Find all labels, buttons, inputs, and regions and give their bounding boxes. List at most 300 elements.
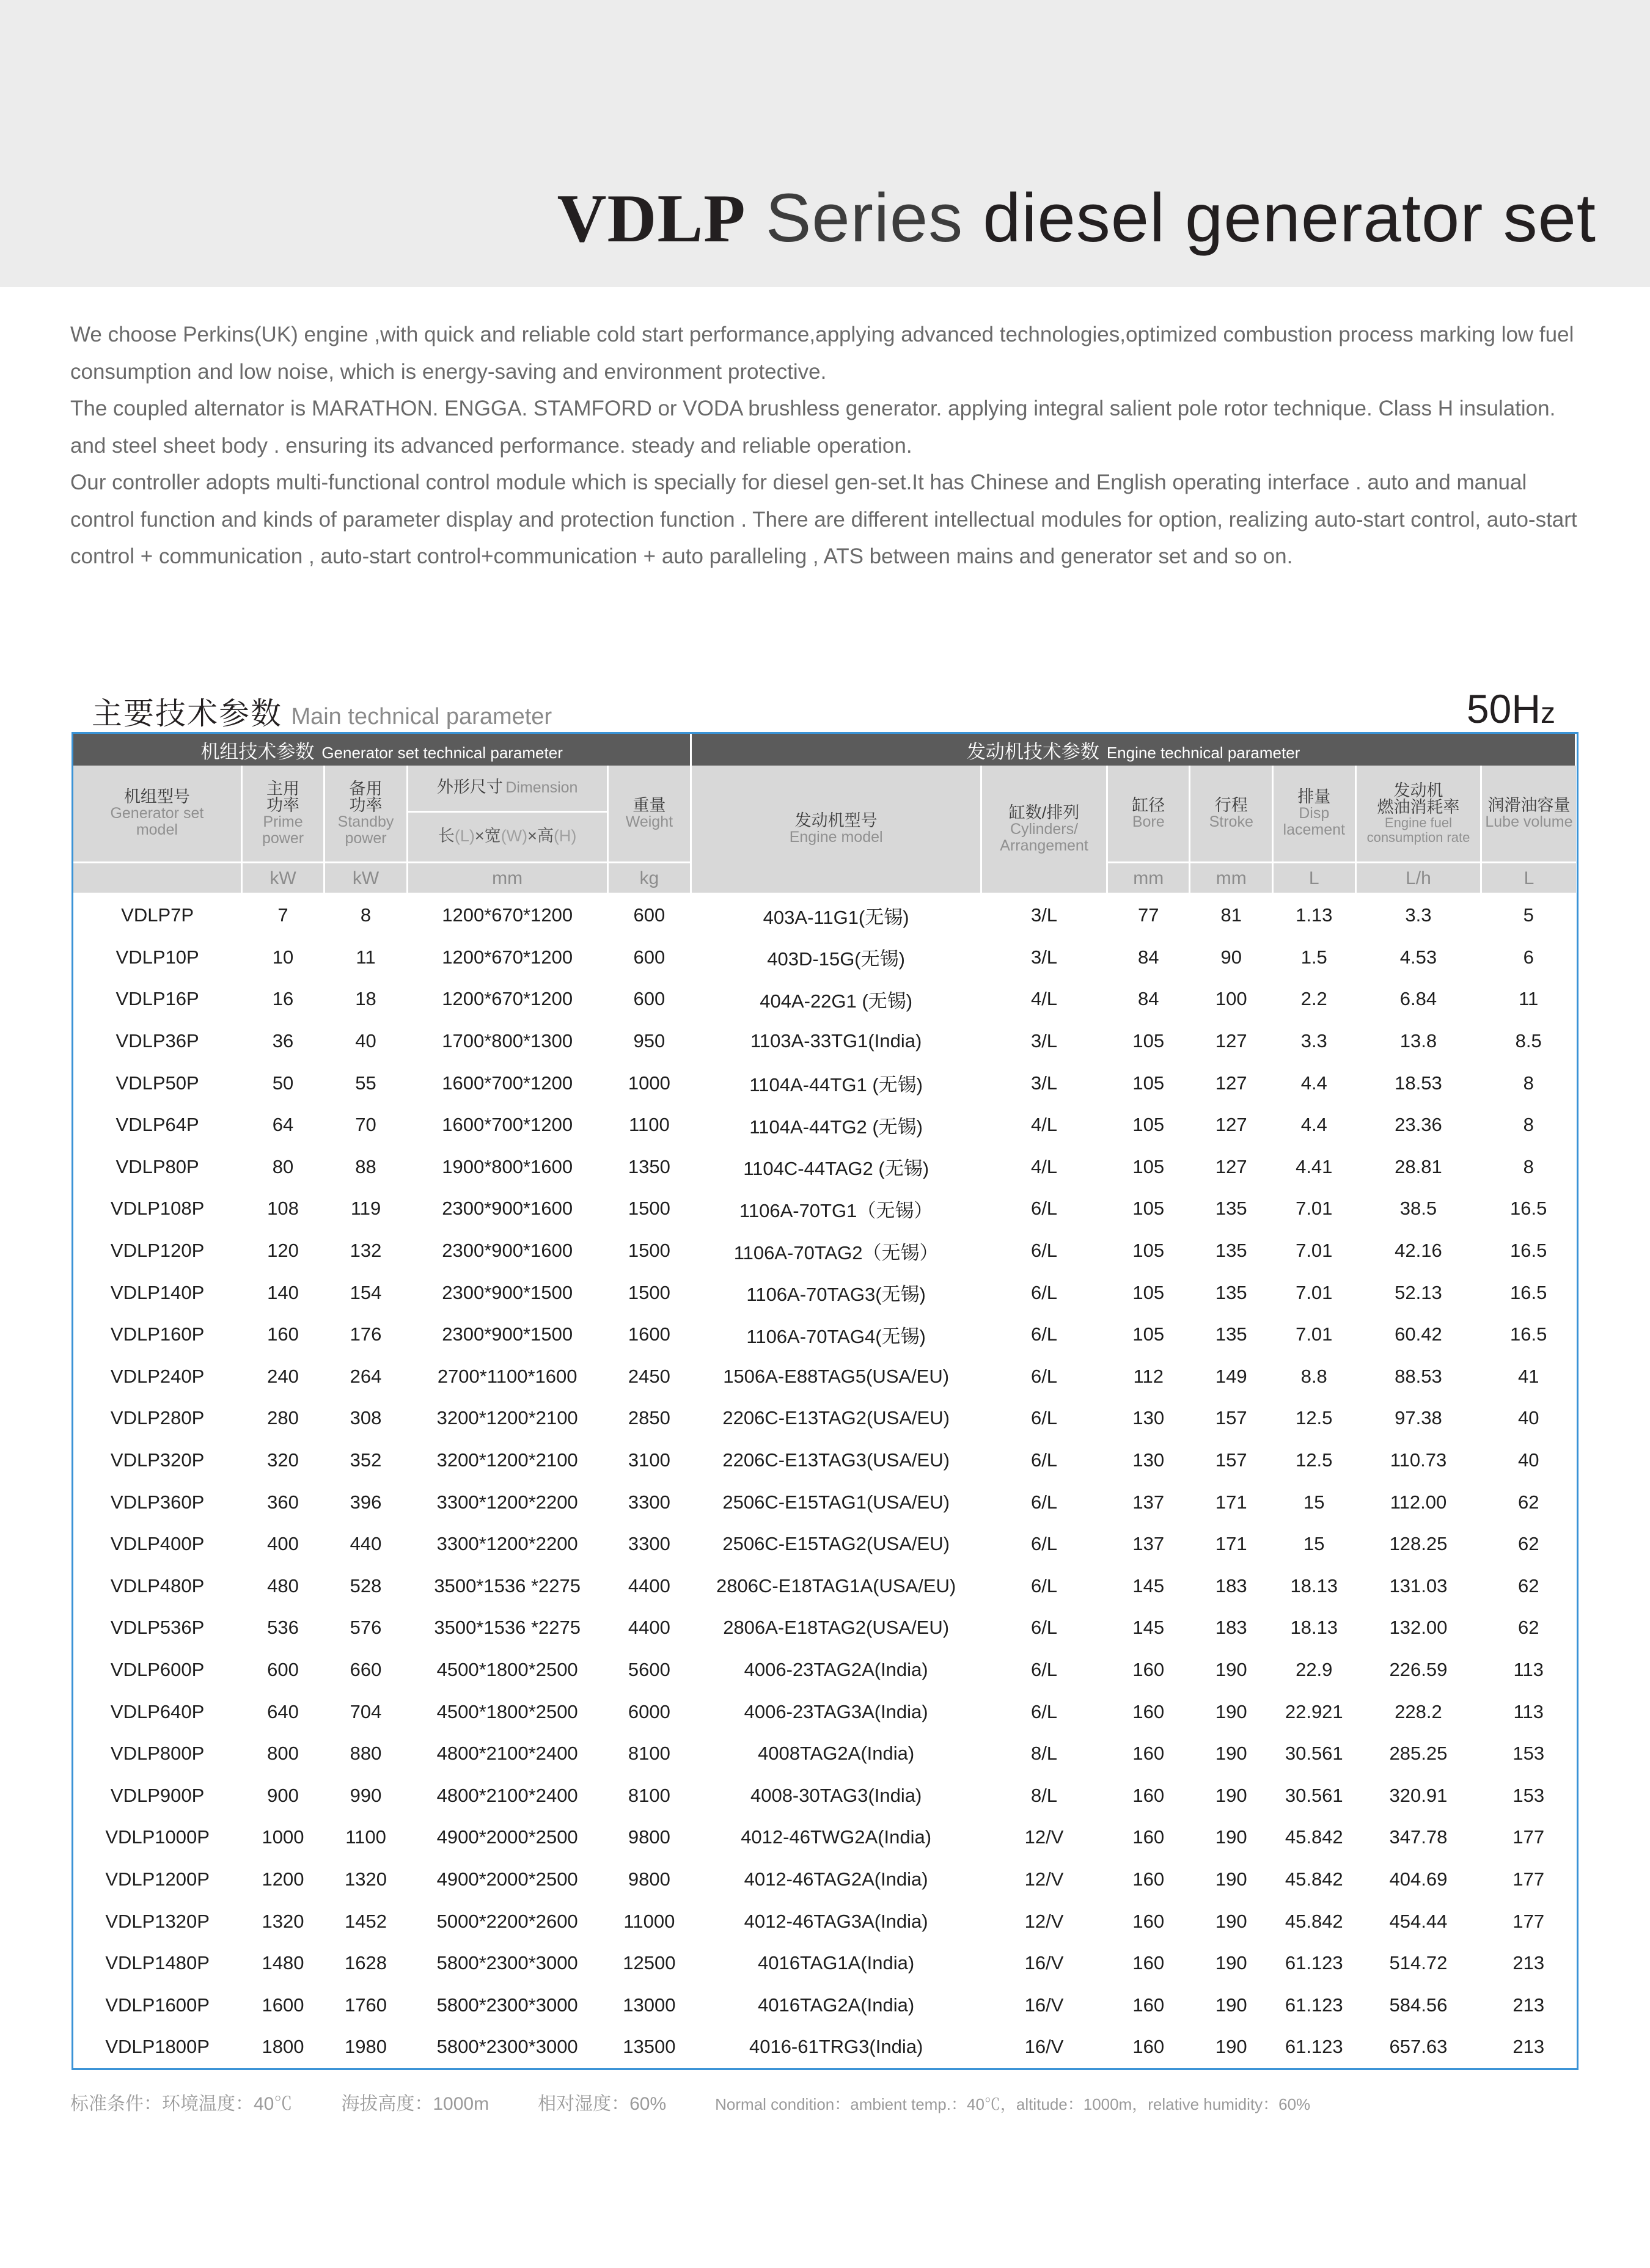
engine-group-header (691, 734, 1576, 766)
col-displacement-en1: Disp (1299, 805, 1330, 822)
cell-model: VDLP536P (110, 1617, 205, 1639)
dim-w-en: (W) (501, 826, 528, 845)
cell-engine-model: 4016-61TRG3(India) (749, 2036, 923, 2058)
cell-model: VDLP10P (116, 946, 199, 968)
cell-displacement: 18.13 (1290, 1617, 1338, 1639)
col-dimension-sub (407, 812, 607, 863)
col-prime-zh1: 主用 (266, 779, 299, 798)
cell-fuel: 132.00 (1389, 1617, 1448, 1639)
cell-fuel: 112.00 (1390, 1491, 1447, 1513)
cell-prime: 108 (267, 1198, 299, 1220)
cell-dimension: 1700*800*1300 (442, 1030, 573, 1052)
cell-cylinders: 16/V (1024, 1952, 1064, 1974)
cell-model: VDLP140P (110, 1281, 205, 1303)
table-row (73, 1816, 1576, 1859)
cell-weight: 3100 (628, 1449, 670, 1471)
cell-stroke: 190 (1215, 1658, 1247, 1680)
cell-engine-model: 1506A-E88TAG5(USA/EU) (723, 1365, 950, 1387)
cell-standby: 396 (350, 1491, 382, 1513)
table-row (73, 1984, 1576, 2026)
cell-model: VDLP120P (110, 1240, 205, 1262)
cell-stroke: 100 (1215, 988, 1247, 1010)
table-row (73, 894, 1576, 937)
cell-lube: 40 (1517, 1407, 1539, 1429)
dim-l-zh: 长 (438, 826, 455, 845)
cell-lube: 213 (1513, 2036, 1545, 2058)
cell-weight: 11000 (623, 1910, 675, 1932)
cell-fuel: 657.63 (1389, 2036, 1448, 2058)
cell-standby: 18 (355, 988, 376, 1010)
table-row (73, 1356, 1576, 1398)
cell-displacement: 1.5 (1300, 946, 1327, 968)
unit-displacement: L (1273, 863, 1356, 894)
cell-weight: 1000 (628, 1072, 670, 1094)
cell-weight: 13500 (623, 2036, 676, 2058)
col-lube-en: Lube volume (1485, 813, 1573, 830)
cell-weight: 6000 (628, 1700, 670, 1722)
intro-paragraph: Our controller adopts multi-functional control module which is specially for diesel gen-set.It has Chinese and English operating interface . auto and manual control function and kinds of parameter display and protection function . There are different intellectual modules for option, realizing auto-start control, auto-start control + communication , auto-start control+communication + auto paralleling , ATS between mains and generator set and so on. (70, 470, 1577, 568)
cell-fuel: 88.53 (1395, 1365, 1442, 1387)
cell-engine-model: 2806A-E18TAG2(USA/EU) (723, 1617, 950, 1639)
cell-engine-model: 1106A-70TAG2（无锡） (733, 1242, 939, 1264)
cell-engine-model: 4016TAG1A(India) (758, 1952, 915, 1974)
cell-model: VDLP1600P (105, 1994, 210, 2016)
col-prime-en1: Prime (263, 813, 303, 830)
unit-fuel: L/h (1355, 863, 1481, 894)
cell-cylinders: 6/L (1030, 1365, 1058, 1387)
cell-bore: 160 (1132, 1743, 1165, 1765)
cell-prime: 36 (272, 1030, 294, 1052)
cell-displacement: 3.3 (1300, 1030, 1327, 1052)
cell-cylinders: 6/L (1030, 1533, 1058, 1555)
cell-displacement: 22.9 (1296, 1658, 1333, 1680)
cell-cylinders: 12/V (1024, 1910, 1064, 1932)
cell-weight: 3300 (628, 1533, 670, 1555)
table-row (73, 1942, 1576, 1984)
cell-displacement: 7.01 (1296, 1281, 1333, 1303)
cell-standby: 990 (350, 1784, 382, 1806)
intro-text (70, 316, 1586, 576)
cell-prime: 640 (267, 1700, 299, 1722)
cell-model: VDLP240P (110, 1365, 205, 1387)
cell-dimension: 1600*700*1200 (442, 1114, 573, 1136)
unit-weight: kg (607, 863, 691, 894)
cell-stroke: 135 (1215, 1198, 1247, 1220)
cell-displacement: 61.123 (1285, 1952, 1343, 1974)
cell-standby: 8 (360, 904, 372, 926)
cell-displacement: 1.13 (1296, 904, 1333, 926)
cell-engine-model: 4006-23TAG3A(India) (744, 1700, 928, 1722)
cell-fuel: 6.84 (1399, 988, 1437, 1010)
cell-stroke: 190 (1215, 1826, 1247, 1848)
cell-standby: 1628 (345, 1952, 387, 1974)
cell-weight: 1100 (629, 1114, 670, 1136)
cell-weight: 1500 (628, 1281, 670, 1303)
unit-lube: L (1481, 863, 1576, 894)
cell-fuel: 131.03 (1389, 1575, 1448, 1597)
cell-model: VDLP320P (110, 1449, 205, 1471)
cell-standby: 1980 (345, 2036, 387, 2058)
column-header-row (73, 766, 1576, 812)
cell-engine-model: 1106A-70TG1（无锡） (739, 1199, 933, 1221)
cell-lube: 41 (1517, 1365, 1539, 1387)
cell-prime: 1800 (262, 2036, 304, 2058)
cell-fuel: 38.5 (1399, 1198, 1437, 1220)
intro-paragraph: The coupled alternator is MARATHON. ENGGA. STAMFORD or VODA brushless generator. applying integral salient pole rotor technique. Class H insulation. and steel sheet body . ensuring its advanced performance. steady and reliable operation. (70, 397, 1556, 458)
cell-cylinders: 12/V (1024, 1868, 1064, 1890)
cell-cylinders: 8/L (1030, 1743, 1058, 1765)
cell-fuel: 4.53 (1399, 946, 1437, 968)
cell-stroke: 127 (1215, 1114, 1247, 1136)
cell-fuel: 23.36 (1395, 1114, 1442, 1136)
cell-lube: 153 (1513, 1743, 1545, 1765)
cell-weight: 2850 (628, 1407, 670, 1429)
cell-bore: 105 (1132, 1114, 1165, 1136)
cell-engine-model: 1106A-70TAG3(无锡) (746, 1284, 926, 1306)
footer-condition-zh: 标准条件：环境温度：40℃ (70, 2094, 293, 2114)
col-standby-en1: Standby (337, 813, 394, 830)
cell-fuel: 128.25 (1389, 1533, 1448, 1555)
col-displacement (1273, 766, 1356, 863)
unit-stroke: mm (1190, 863, 1273, 894)
cell-displacement: 8.8 (1300, 1365, 1327, 1387)
col-model (73, 766, 241, 863)
cell-fuel: 228.2 (1395, 1700, 1442, 1722)
cell-model: VDLP640P (110, 1700, 205, 1722)
cell-bore: 112 (1133, 1365, 1164, 1387)
table-row (73, 1230, 1576, 1272)
cell-dimension: 4800*2100*2400 (436, 1784, 578, 1806)
cell-prime: 360 (267, 1491, 299, 1513)
cell-engine-model: 2506C-E15TAG2(USA/EU) (722, 1533, 950, 1555)
col-fuel (1355, 766, 1481, 863)
table-row (73, 1397, 1576, 1439)
cell-bore: 105 (1132, 1240, 1165, 1262)
cell-dimension: 1200*670*1200 (442, 904, 573, 926)
cell-cylinders: 8/L (1030, 1784, 1058, 1806)
table-row (73, 1188, 1576, 1230)
cell-dimension: 1900*800*1600 (442, 1155, 573, 1177)
cell-standby: 11 (356, 946, 376, 968)
cell-cylinders: 6/L (1030, 1240, 1058, 1262)
cell-prime: 400 (267, 1533, 299, 1555)
cell-displacement: 7.01 (1296, 1323, 1333, 1345)
col-prime-en2: power (262, 829, 304, 847)
cell-fuel: 584.56 (1389, 1994, 1448, 2016)
cell-stroke: 149 (1215, 1365, 1247, 1387)
footer-condition-en: Normal condition：ambient temp.：40℃，altitude：1000m，relative humidity：60% (715, 2095, 1311, 2113)
table-row (73, 1020, 1576, 1063)
cell-fuel: 60.42 (1395, 1323, 1442, 1345)
col-dimension-zh: 外形尺寸 (436, 777, 503, 796)
dim-times: × (474, 826, 485, 845)
cell-weight: 8100 (628, 1743, 670, 1765)
cell-standby: 1320 (345, 1868, 387, 1890)
cell-lube: 8 (1523, 1155, 1534, 1177)
cell-fuel: 347.78 (1389, 1826, 1448, 1848)
cell-stroke: 190 (1215, 1994, 1247, 2016)
cell-model: VDLP480P (110, 1575, 205, 1597)
cell-prime: 536 (267, 1617, 299, 1639)
cell-weight: 4400 (628, 1575, 670, 1597)
col-cylinders-en1: Cylinders/ (1010, 820, 1079, 838)
unit-model (73, 863, 241, 894)
cell-model: VDLP1800P (105, 2036, 210, 2058)
cell-lube: 213 (1513, 1952, 1545, 1974)
table-row (73, 937, 1576, 979)
col-standby-zh1: 备用 (349, 779, 383, 798)
cell-cylinders: 6/L (1030, 1198, 1058, 1220)
cell-fuel: 42.16 (1395, 1240, 1442, 1262)
footer-conditions (70, 2088, 1359, 2115)
cell-lube: 113 (1513, 1658, 1544, 1680)
col-stroke-en: Stroke (1209, 813, 1253, 830)
cell-bore: 105 (1132, 1155, 1165, 1177)
genset-group-zh: 机组技术参数 (200, 741, 315, 763)
cell-stroke: 183 (1215, 1575, 1247, 1597)
cell-model: VDLP64P (116, 1114, 199, 1136)
cell-model: VDLP280P (110, 1407, 205, 1429)
cell-weight: 8100 (628, 1784, 670, 1806)
cell-model: VDLP800P (110, 1743, 205, 1765)
cell-weight: 3300 (628, 1491, 670, 1513)
cell-dimension: 1600*700*1200 (442, 1072, 573, 1094)
cell-engine-model: 1104C-44TAG2 (无锡) (743, 1158, 930, 1180)
cell-dimension: 5800*2300*3000 (436, 1994, 578, 2016)
cell-model: VDLP1480P (105, 1952, 210, 1974)
cell-prime: 240 (267, 1365, 299, 1387)
cell-prime: 7 (277, 904, 288, 926)
col-lube (1481, 766, 1576, 863)
cell-stroke: 190 (1215, 1868, 1247, 1890)
cell-standby: 119 (350, 1198, 381, 1220)
frequency-tail: z (1541, 697, 1555, 730)
technical-parameter-table (72, 732, 1579, 2070)
cell-dimension: 1200*670*1200 (442, 988, 573, 1010)
cell-fuel: 18.53 (1395, 1072, 1442, 1094)
cell-weight: 9800 (628, 1826, 670, 1848)
title-brand: VDLP (557, 181, 746, 257)
cell-dimension: 1200*670*1200 (442, 946, 573, 968)
cell-bore: 105 (1132, 1281, 1165, 1303)
cell-model: VDLP900P (110, 1784, 205, 1806)
cell-displacement: 4.4 (1300, 1114, 1327, 1136)
cell-lube: 153 (1513, 1784, 1545, 1806)
cell-cylinders: 16/V (1024, 2036, 1064, 2058)
table-row (73, 978, 1576, 1020)
cell-standby: 660 (350, 1658, 382, 1680)
cell-dimension: 4800*2100*2400 (436, 1743, 578, 1765)
col-model-en: Generator set model (110, 805, 204, 838)
cell-engine-model: 1103A-33TG1(India) (750, 1030, 922, 1052)
col-bore-en: Bore (1132, 813, 1165, 830)
table-row (73, 1146, 1576, 1188)
cell-stroke: 157 (1215, 1449, 1247, 1471)
cell-standby: 576 (350, 1617, 382, 1639)
cell-cylinders: 6/L (1030, 1658, 1058, 1680)
engine-group-en: Engine technical parameter (1106, 743, 1300, 762)
cell-fuel: 404.69 (1389, 1868, 1448, 1890)
cell-model: VDLP108P (110, 1198, 205, 1220)
cell-engine-model: 403A-11G1(无锡) (763, 906, 909, 928)
cell-lube: 6 (1523, 946, 1534, 968)
cell-dimension: 3500*1536 *2275 (434, 1617, 581, 1639)
cell-dimension: 5800*2300*3000 (436, 1952, 578, 1974)
section-title-zh: 主要技术参数 (92, 697, 282, 731)
cell-engine-model: 4008TAG2A(India) (758, 1743, 915, 1765)
cell-weight: 1500 (628, 1240, 670, 1262)
cell-standby: 55 (355, 1072, 376, 1094)
cell-weight: 600 (633, 988, 666, 1010)
cell-stroke: 190 (1215, 2036, 1247, 2058)
cell-bore: 130 (1132, 1449, 1165, 1471)
cell-bore: 160 (1132, 2036, 1165, 2058)
cell-standby: 40 (355, 1030, 376, 1052)
cell-bore: 84 (1137, 946, 1159, 968)
cell-cylinders: 3/L (1030, 946, 1058, 968)
cell-dimension: 2300*900*1600 (442, 1198, 573, 1220)
table-row (73, 1774, 1576, 1816)
cell-weight: 1350 (628, 1155, 670, 1177)
cell-displacement: 4.4 (1300, 1072, 1327, 1094)
cell-displacement: 7.01 (1296, 1198, 1333, 1220)
cell-cylinders: 6/L (1030, 1700, 1058, 1722)
cell-dimension: 3500*1536 *2275 (434, 1575, 581, 1597)
cell-lube: 16.5 (1510, 1281, 1547, 1303)
cell-model: VDLP600P (110, 1658, 205, 1680)
cell-displacement: 30.561 (1285, 1743, 1343, 1765)
cell-bore: 105 (1132, 1030, 1165, 1052)
cell-weight: 950 (633, 1030, 666, 1052)
cell-model: VDLP80P (116, 1155, 199, 1177)
cell-weight: 600 (633, 946, 666, 968)
table-row (73, 1900, 1576, 1942)
col-standby (324, 766, 408, 863)
table-row (73, 1607, 1576, 1649)
cell-lube: 177 (1513, 1910, 1545, 1932)
cell-prime: 1000 (262, 1826, 304, 1848)
cell-displacement: 18.13 (1290, 1575, 1338, 1597)
cell-standby: 176 (350, 1323, 382, 1345)
cell-standby: 1100 (345, 1826, 386, 1848)
col-stroke (1190, 766, 1273, 863)
cell-displacement: 45.842 (1285, 1826, 1343, 1848)
cell-prime: 50 (272, 1072, 294, 1094)
cell-displacement: 45.842 (1285, 1868, 1343, 1890)
cell-model: VDLP1320P (105, 1910, 210, 1932)
cell-prime: 480 (267, 1575, 299, 1597)
page-title (557, 178, 1596, 258)
col-stroke-zh: 行程 (1214, 796, 1248, 814)
cell-weight: 600 (633, 904, 666, 926)
cell-displacement: 61.123 (1285, 2036, 1343, 2058)
cell-fuel: 226.59 (1389, 1658, 1448, 1680)
cell-displacement: 7.01 (1296, 1240, 1333, 1262)
cell-engine-model: 1104A-44TG1 (无锡) (749, 1074, 923, 1096)
table-row (73, 1523, 1576, 1565)
cell-weight: 9800 (628, 1868, 670, 1890)
col-cylinders-zh: 缸数/排列 (1008, 803, 1080, 822)
col-weight (607, 766, 691, 863)
dim-times: × (527, 826, 537, 845)
col-cylinders-en2: Arrangement (1000, 836, 1088, 854)
cell-lube: 40 (1517, 1449, 1539, 1471)
cell-prime: 900 (267, 1784, 299, 1806)
cell-fuel: 320.91 (1389, 1784, 1448, 1806)
table-row (73, 2026, 1576, 2068)
cell-prime: 140 (267, 1281, 299, 1303)
group-header-row (73, 734, 1576, 766)
dim-l-en: (L) (454, 826, 475, 845)
cell-prime: 120 (267, 1240, 299, 1262)
cell-bore: 105 (1132, 1198, 1165, 1220)
cell-displacement: 2.2 (1300, 988, 1327, 1010)
cell-displacement: 12.5 (1296, 1407, 1333, 1429)
cell-weight: 13000 (623, 1994, 676, 2016)
genset-group-header (73, 734, 691, 766)
table-row (73, 1439, 1576, 1482)
cell-bore: 160 (1132, 1994, 1165, 2016)
cell-weight: 5600 (628, 1658, 670, 1680)
cell-standby: 880 (350, 1743, 382, 1765)
cell-model: VDLP160P (110, 1323, 205, 1345)
cell-engine-model: 4006-23TAG2A(India) (744, 1658, 928, 1680)
footer-altitude-zh: 海拔高度：1000m (341, 2094, 490, 2114)
col-weight-en: Weight (625, 813, 673, 830)
col-dimension (407, 766, 607, 812)
cell-bore: 105 (1132, 1072, 1165, 1094)
cell-weight: 2450 (628, 1365, 670, 1387)
cell-standby: 704 (350, 1700, 382, 1722)
cell-model: VDLP400P (110, 1533, 205, 1555)
cell-stroke: 190 (1215, 1700, 1247, 1722)
cell-engine-model: 404A-22G1 (无锡) (760, 990, 913, 1012)
col-fuel-en1: Engine fuel (1384, 814, 1453, 830)
dim-w-zh: 宽 (484, 826, 501, 845)
cell-dimension: 2300*900*1600 (442, 1240, 573, 1262)
col-displacement-en2: lacement (1283, 821, 1345, 838)
cell-cylinders: 3/L (1030, 1072, 1058, 1094)
col-standby-en2: power (345, 829, 387, 847)
cell-model: VDLP50P (116, 1072, 199, 1094)
cell-standby: 308 (350, 1407, 382, 1429)
cell-prime: 1600 (262, 1994, 304, 2016)
dim-h-en: (H) (553, 826, 577, 845)
cell-stroke: 171 (1215, 1533, 1247, 1555)
cell-bore: 137 (1132, 1491, 1165, 1513)
cell-stroke: 127 (1215, 1155, 1247, 1177)
title-series: Series (765, 180, 964, 256)
table-row (73, 1691, 1576, 1733)
cell-standby: 132 (350, 1240, 382, 1262)
table-row (73, 1314, 1576, 1356)
cell-dimension: 3300*1200*2200 (436, 1533, 578, 1555)
cell-lube: 177 (1513, 1826, 1545, 1848)
cell-fuel: 52.13 (1395, 1281, 1442, 1303)
cell-model: VDLP16P (116, 988, 199, 1010)
cell-cylinders: 6/L (1030, 1323, 1058, 1345)
cell-bore: 160 (1132, 1952, 1165, 1974)
cell-standby: 88 (355, 1155, 376, 1177)
cell-prime: 16 (272, 988, 294, 1010)
col-fuel-zh1: 发动机 (1393, 781, 1443, 800)
col-fuel-zh2: 燃油消耗率 (1377, 797, 1460, 816)
cell-stroke: 90 (1220, 946, 1242, 968)
cell-dimension: 3300*1200*2200 (436, 1491, 578, 1513)
cell-bore: 77 (1137, 904, 1159, 926)
cell-model: VDLP1200P (105, 1868, 210, 1890)
col-dimension-en: Dimension (505, 778, 578, 796)
